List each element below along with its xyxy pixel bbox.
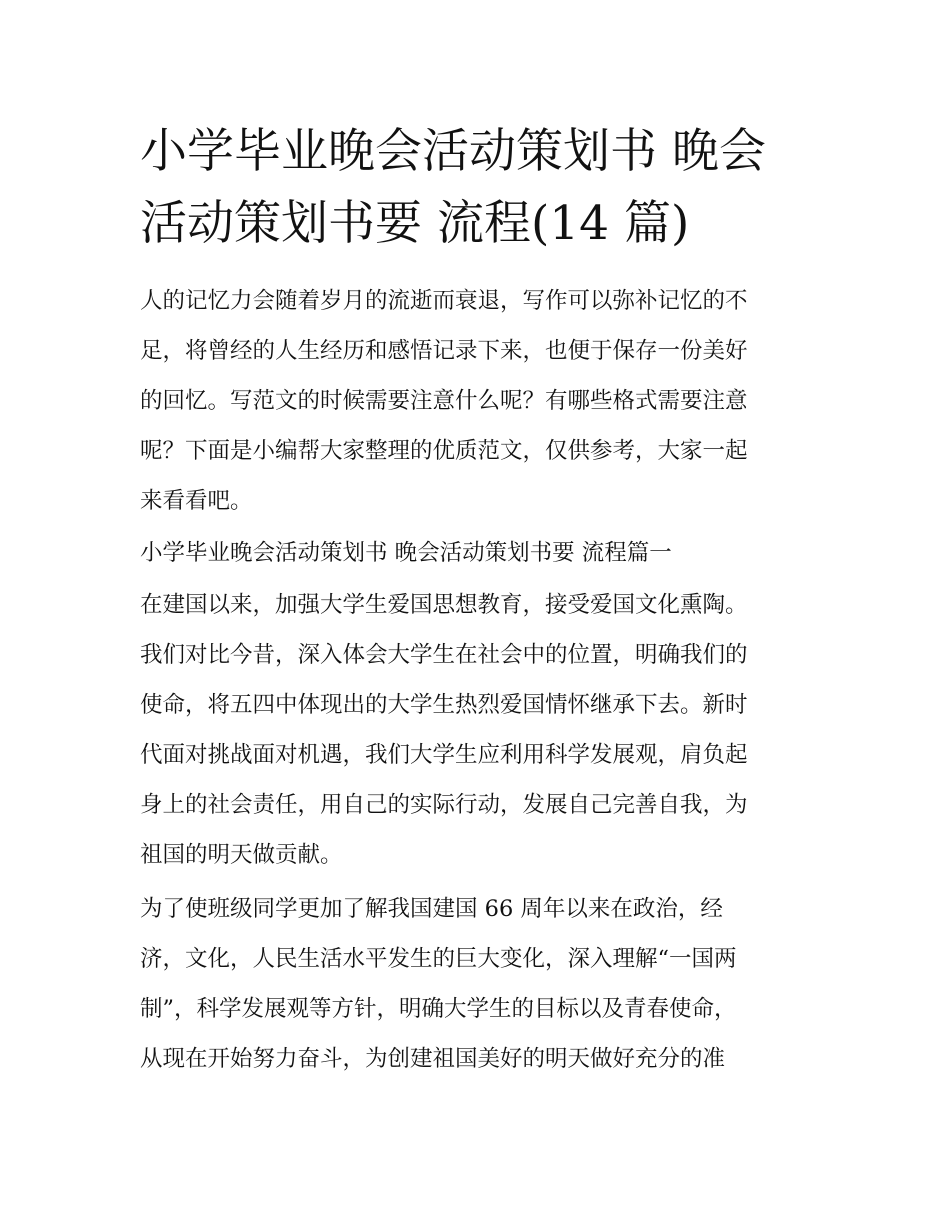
paragraph-line: 我们对比今昔，深入体会大学生在社会中的位置，明确我们的 (140, 642, 748, 668)
intro-line: 人的记忆力会随着岁月的流逝而衰退，写作可以弥补记忆的不 (140, 288, 748, 314)
paragraph-line: 使命，将五四中体现出的大学生热烈爱国情怀继承下去。新时 (140, 692, 748, 718)
intro-line: 呢？下面是小编帮大家整理的优质范文，仅供参考，大家一起 (140, 438, 748, 464)
section-heading: 小学毕业晚会活动策划书 晚会活动策划书要 流程篇一 (140, 540, 672, 566)
paragraph-line: 制”，科学发展观等方针，明确大学生的目标以及青春使命， (140, 996, 737, 1022)
paragraph-line: 祖国的明天做贡献。 (140, 842, 343, 868)
paragraph-line: 代面对挑战面对机遇，我们大学生应利用科学发展观，肩负起 (140, 742, 748, 768)
title-line: 活动策划书要 流程(14 篇) (140, 196, 690, 251)
paragraph-line: 济，文化，人民生活水平发生的巨大变化，深入理解“一国两 (140, 946, 737, 972)
title-line: 小学毕业晚会活动策划书 晚会 (140, 124, 766, 179)
paragraph-line: 为了使班级同学更加了解我国建国 66 周年以来在政治，经 (140, 896, 723, 922)
document-title (140, 116, 820, 260)
paragraph-line: 从现在开始努力奋斗，为创建祖国美好的明天做好充分的准 (140, 1046, 726, 1072)
intro-line: 足，将曾经的人生经历和感悟记录下来，也便于保存一份美好 (140, 338, 748, 364)
paragraph-line: 在建国以来，加强大学生爱国思想教育，接受爱国文化熏陶。 (140, 592, 748, 618)
intro-line: 来看看吧。 (140, 488, 253, 514)
paragraph-line: 身上的社会责任，用自己的实际行动，发展自己完善自我，为 (140, 792, 748, 818)
intro-line: 的回忆。写范文的时候需要注意什么呢？有哪些格式需要注意 (140, 388, 748, 414)
